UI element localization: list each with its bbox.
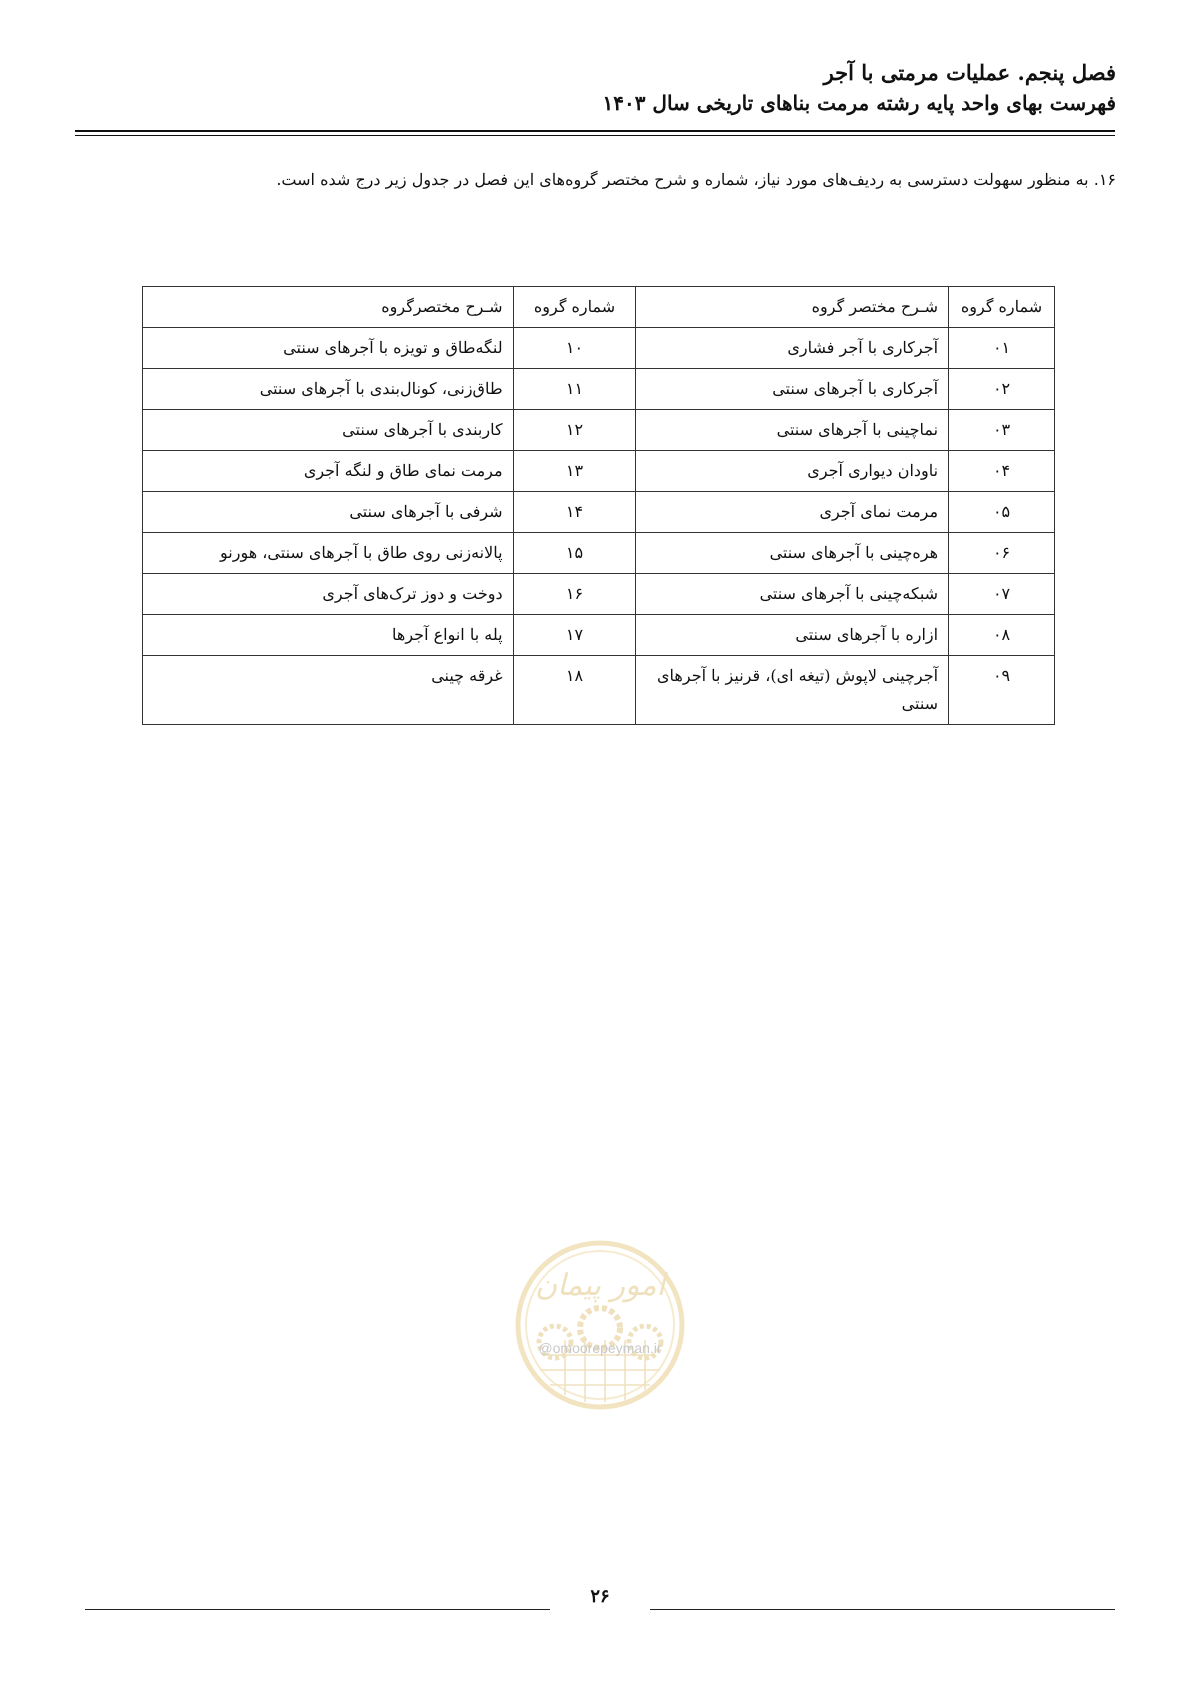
table-row [143,533,1055,574]
group-description: کاربندی با آجرهای سنتی [143,410,514,451]
group-description: مرمت نمای آجری [636,492,949,533]
group-number: ۰۹ [949,656,1055,725]
group-description: طاق‌زنی، کونال‌بندی با آجرهای سنتی [143,369,514,410]
intro-paragraph [76,168,1116,192]
watermark-url: @omoorepeyman.ir [538,1340,662,1356]
group-description: شرفی با آجرهای سنتی [143,492,514,533]
header-rule-thick [75,130,1115,132]
table-row [143,574,1055,615]
table-row [143,369,1055,410]
group-number: ۱۵ [513,533,636,574]
document-subtitle: فهرست بهای واحد پایه رشته مرمت بناهای تاریخی سال ۱۴۰۳ [602,91,1116,115]
group-description: غرقه چینی [143,656,514,725]
group-number: ۰۲ [949,369,1055,410]
group-number: ۰۷ [949,574,1055,615]
chapter-title: فصل پنجم. عملیات مرمتی با آجر [823,60,1116,85]
group-description: پله با انواع آجرها [143,615,514,656]
table-row [143,328,1055,369]
group-description: آجرکاری با آجرهای سنتی [636,369,949,410]
group-description: شبکه‌چینی با آجرهای سنتی [636,574,949,615]
table-header-row [143,287,1055,328]
group-description: مرمت نمای طاق و لنگه آجری [143,451,514,492]
header-rule-thin [75,135,1115,136]
group-number: ۱۷ [513,615,636,656]
group-description: آجرکاری با آجر فشاری [636,328,949,369]
paragraph-text: به منظور سهولت دسترسی به ردیف‌های مورد نیاز، شماره و شرح مختصر گروه‌های این فصل در جدول زیر درج شده است. [276,170,1089,189]
group-number: ۱۰ [513,328,636,369]
table-row [143,656,1055,725]
header-description-1: شـرح مختصر گروه [636,287,949,328]
group-description: دوخت و دوز ترک‌های آجری [143,574,514,615]
paragraph-number: ۱۶. [1093,170,1116,189]
group-number: ۰۴ [949,451,1055,492]
group-description: لنگه‌طاق و تویزه با آجرهای سنتی [143,328,514,369]
group-description: ناودان دیواری آجری [636,451,949,492]
group-description: پالانه‌زنی روی طاق با آجرهای سنتی، هورنو [143,533,514,574]
group-description: آجرچینی لاپوش (تیغه ای)، قرنیز با آجرهای سنتی [636,656,949,725]
groups-table [142,286,1055,725]
watermark-logo-text: امور پیمان [535,1268,665,1303]
group-number: ۱۴ [513,492,636,533]
group-description: هره‌چینی با آجرهای سنتی [636,533,949,574]
header-group-number-1: شماره گروه [949,287,1055,328]
group-number: ۰۱ [949,328,1055,369]
table-row [143,451,1055,492]
watermark-logo-icon [510,1230,690,1430]
group-number: ۰۸ [949,615,1055,656]
group-number: ۰۶ [949,533,1055,574]
group-description: نماچینی با آجرهای سنتی [636,410,949,451]
header-group-number-2: شماره گروه [513,287,636,328]
group-number: ۱۶ [513,574,636,615]
group-number: ۱۳ [513,451,636,492]
footer-rule-right [650,1609,1115,1610]
page-header [76,58,1116,118]
watermark-logo [510,1230,690,1440]
group-description: ازاره با آجرهای سنتی [636,615,949,656]
table-row [143,410,1055,451]
group-number: ۱۱ [513,369,636,410]
group-number: ۰۵ [949,492,1055,533]
table-row [143,615,1055,656]
group-number: ۱۲ [513,410,636,451]
header-description-2: شـرح مختصرگروه [143,287,514,328]
footer-rule-left [85,1609,550,1610]
page-number: ۲۶ [590,1586,610,1607]
table-row [143,492,1055,533]
group-number: ۱۸ [513,656,636,725]
group-number: ۰۳ [949,410,1055,451]
at-icon: @ [538,1340,553,1356]
